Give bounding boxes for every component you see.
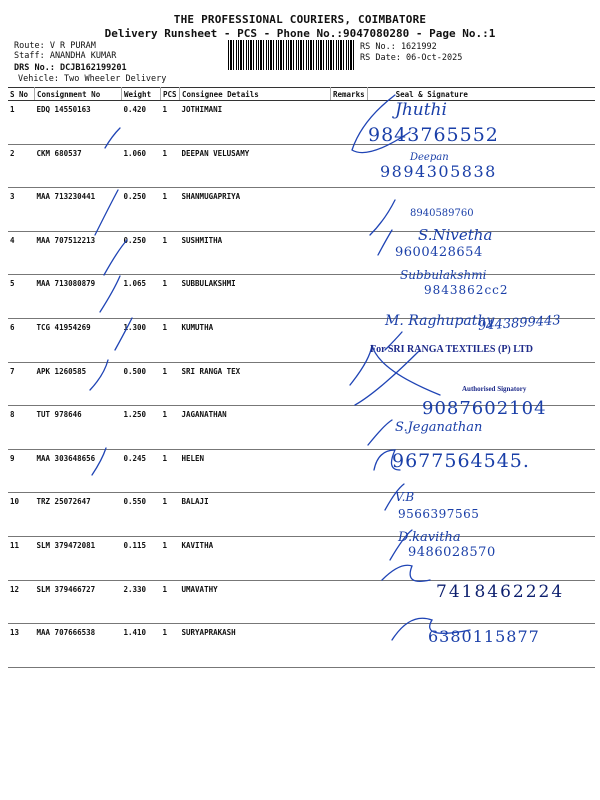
- cell-pcs: 1: [161, 144, 180, 188]
- cell-consignee: JAGANATHAN: [180, 406, 331, 450]
- rs-number: RS No.: 1621992: [360, 42, 437, 52]
- cell-weight: 1.410: [122, 624, 161, 668]
- cell-weight: 0.250: [122, 188, 161, 232]
- cell-weight: 0.500: [122, 362, 161, 406]
- cell-consignment: TCG 41954269: [35, 318, 122, 362]
- signature-10-phone: 9566397565: [398, 507, 480, 521]
- cell-consignment: CKM 680537: [35, 144, 122, 188]
- route-label: Route: V R PURAM: [14, 41, 96, 51]
- cell-weight: 1.250: [122, 406, 161, 450]
- cell-pcs: 1: [161, 275, 180, 319]
- signature-8-name: S.Jeganathan: [395, 420, 483, 435]
- cell-pcs: 1: [161, 362, 180, 406]
- company-title: THE PROFESSIONAL COURIERS, COIMBATORE: [173, 13, 427, 26]
- col-consignment: Consignment No: [35, 88, 122, 101]
- cell-pcs: 1: [161, 493, 180, 537]
- cell-consignment: MAA 303648656: [35, 449, 122, 493]
- cell-pcs: 1: [161, 536, 180, 580]
- cell-sno: 9: [8, 449, 35, 493]
- cell-sno: 12: [8, 580, 35, 624]
- signature-4-name: S.Nivetha: [418, 226, 493, 244]
- signature-8-phone: 9087602104: [422, 398, 547, 419]
- cell-pcs: 1: [161, 318, 180, 362]
- cell-consignee: SRI RANGA TEX: [180, 362, 331, 406]
- cell-weight: 1.065: [122, 275, 161, 319]
- cell-consignee: JOTHIMANI: [180, 101, 331, 145]
- cell-consignment: MAA 707666538: [35, 624, 122, 668]
- cell-consignment: APK 1260585: [35, 362, 122, 406]
- cell-consignee: HELEN: [180, 449, 331, 493]
- cell-weight: 0.115: [122, 536, 161, 580]
- cell-weight: 1.060: [122, 144, 161, 188]
- cell-sno: 10: [8, 493, 35, 537]
- col-pcs: PCS: [161, 88, 180, 101]
- signature-10-name: V.B: [395, 490, 415, 504]
- signature-1-name: Jhuthi: [395, 100, 447, 120]
- signature-1-phone: 9843765552: [368, 124, 499, 146]
- signature-11-name: D.kavitha: [398, 530, 461, 545]
- cell-pcs: 1: [161, 406, 180, 450]
- rs-date: RS Date: 06-Oct-2025: [360, 53, 463, 63]
- cell-consignment: EDQ 14550163: [35, 101, 122, 145]
- cell-consignee: SHANMUGAPRIYA: [180, 188, 331, 232]
- cell-sno: 2: [8, 144, 35, 188]
- cell-sno: 7: [8, 362, 35, 406]
- signature-6-name: M. Raghupathy: [385, 313, 495, 329]
- cell-weight: 0.245: [122, 449, 161, 493]
- cell-consignee: KUMUTHA: [180, 318, 331, 362]
- cell-pcs: 1: [161, 580, 180, 624]
- cell-weight: 1.300: [122, 318, 161, 362]
- cell-consignment: SLM 379466727: [35, 580, 122, 624]
- signature-5-phone: 9843862cc2: [424, 283, 509, 297]
- stamp-authorised: Authorised Signatory: [462, 385, 527, 393]
- signature-5-name: Subbulakshmi: [400, 268, 487, 282]
- cell-pcs: 1: [161, 231, 180, 275]
- cell-sno: 13: [8, 624, 35, 668]
- cell-sno: 8: [8, 406, 35, 450]
- signature-13-phone: 6380115877: [428, 627, 540, 646]
- signature-2-name: Deepan: [410, 152, 449, 163]
- cell-consignee: DEEPAN VELUSAMY: [180, 144, 331, 188]
- cell-pcs: 1: [161, 449, 180, 493]
- cell-consignment: MAA 713230441: [35, 188, 122, 232]
- signature-4-phone: 9600428654: [395, 245, 483, 260]
- cell-consignment: MAA 713080879: [35, 275, 122, 319]
- cell-pcs: 1: [161, 101, 180, 145]
- signature-3-phone: 8940589760: [410, 208, 474, 219]
- signature-2-phone: 9894305838: [380, 162, 497, 181]
- cell-consignee: SURYAPRAKASH: [180, 624, 331, 668]
- cell-consignment: SLM 379472081: [35, 536, 122, 580]
- cell-weight: 0.250: [122, 231, 161, 275]
- cell-weight: 0.550: [122, 493, 161, 537]
- cell-sno: 5: [8, 275, 35, 319]
- col-consignee: Consignee Details: [180, 88, 331, 101]
- cell-consignee: BALAJI: [180, 493, 331, 537]
- cell-consignee: KAVITHA: [180, 536, 331, 580]
- cell-sno: 1: [8, 101, 35, 145]
- company-stamp: For SRI RANGA TEXTILES (P) LTD: [370, 344, 533, 355]
- staff-label: Staff: ANANDHA KUMAR: [14, 51, 117, 61]
- cell-consignment: MAA 707512213: [35, 231, 122, 275]
- signature-11-phone: 9486028570: [408, 545, 496, 560]
- signature-9-phone: 9677564545.: [392, 450, 530, 472]
- cell-sno: 11: [8, 536, 35, 580]
- cell-consignee: SUSHMITHA: [180, 231, 331, 275]
- cell-pcs: 1: [161, 188, 180, 232]
- col-sno: S No: [8, 88, 35, 101]
- drs-number: DRS No.: DCJB162199201: [14, 63, 127, 73]
- cell-weight: 2.330: [122, 580, 161, 624]
- signature-6-phone: 9443899443: [477, 313, 562, 334]
- runsheet-subtitle: Delivery Runsheet - PCS - Phone No.:9047080280 - Page No.:1: [104, 27, 496, 40]
- cell-consignment: TUT 978646: [35, 406, 122, 450]
- col-weight: Weight: [122, 88, 161, 101]
- cell-weight: 0.420: [122, 101, 161, 145]
- cell-pcs: 1: [161, 624, 180, 668]
- cell-consignee: SUBBULAKSHMI: [180, 275, 331, 319]
- cell-consignment: TRZ 25072647: [35, 493, 122, 537]
- col-signature: Seal & Signature: [367, 88, 595, 101]
- vehicle-label: Vehicle: Two Wheeler Delivery: [18, 74, 167, 84]
- cell-sno: 4: [8, 231, 35, 275]
- signature-12-phone: 7418462224: [436, 582, 565, 602]
- col-remarks: Remarks: [331, 88, 368, 101]
- cell-sno: 3: [8, 188, 35, 232]
- cell-consignee: UMAVATHY: [180, 580, 331, 624]
- cell-sno: 6: [8, 318, 35, 362]
